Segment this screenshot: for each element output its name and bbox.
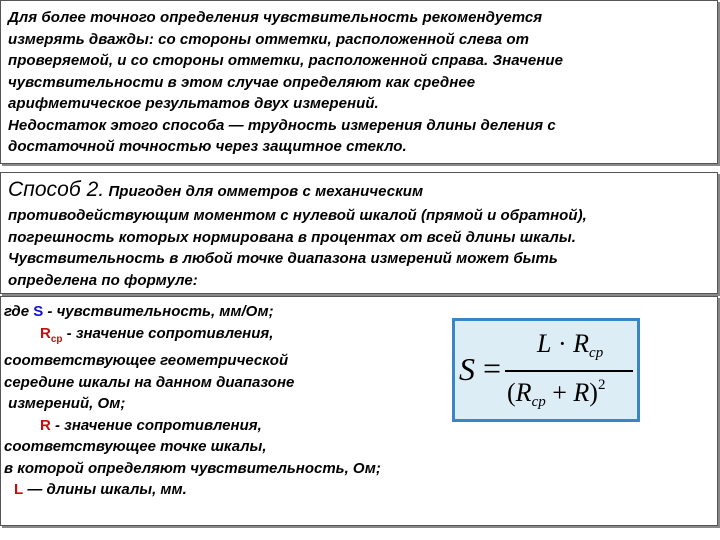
method-line: определена по формуле: bbox=[8, 271, 198, 289]
symbol-s: S bbox=[33, 303, 44, 320]
symbol-l: L bbox=[14, 481, 24, 498]
intro-line: чувствительности в этом случае определяют как среднее bbox=[8, 73, 476, 91]
legend-line: середине шкалы на данном диапазоне bbox=[4, 373, 295, 391]
method-line: Чувствительность в любой точке диапазона измерений может быть bbox=[8, 250, 558, 267]
symbol-rcp: $R_{ср}$ bbox=[40, 324, 63, 345]
formula-lhs: S bbox=[459, 351, 475, 387]
legend-s: где S - чувствительность, мм/Ом; bbox=[4, 303, 274, 320]
intro-text-block bbox=[0, 0, 718, 164]
formula-numerator: $L \cdot R_{ср}$ bbox=[537, 329, 604, 361]
intro-line: проверяемой, и со стороны отметки, расположенной справа. Значение bbox=[8, 52, 563, 69]
method-label: Способ 2. bbox=[8, 178, 105, 201]
method-heading-text: Пригоден для омметров с механическим bbox=[108, 183, 424, 200]
intro-line: достаточной точностью через защитное стекло. bbox=[8, 138, 407, 155]
formula-box bbox=[455, 321, 637, 419]
legend-r: R - значение сопротивления, bbox=[40, 416, 262, 434]
method-heading bbox=[8, 177, 711, 205]
method-2-block bbox=[0, 172, 718, 294]
intro-line: Недостаток этого способа — трудность измерения длины деления с bbox=[8, 116, 556, 134]
method-line: погрешность которых нормирована в процентах от всей длины шкалы. bbox=[8, 228, 576, 246]
sensitivity-formula bbox=[452, 318, 640, 422]
legend-l: L — длины шкалы, мм. bbox=[14, 481, 187, 498]
intro-line: арифметическое результатов двух измерений. bbox=[8, 95, 379, 112]
formula-denominator: $(R_{ср} + R)^2$ bbox=[507, 377, 606, 410]
method-line: противодействующим моментом с нулевой шкалой (прямой и обратной), bbox=[8, 207, 587, 224]
legend-line: в которой определяют чувствительность, Ом; bbox=[4, 459, 381, 477]
legend-line: соответствующее точке шкалы, bbox=[4, 438, 267, 455]
legend-rcp: $R_{ср}$ - значение сопротивления, bbox=[40, 324, 274, 345]
fraction-bar bbox=[505, 370, 633, 372]
intro-line: Для более точного определения чувствительность рекомендуется bbox=[8, 9, 543, 26]
formula-equals: = bbox=[483, 350, 502, 386]
intro-line: измерять дважды: со стороны отметки, расположенной слева от bbox=[8, 30, 529, 48]
legend-line: соответствующее геометрической bbox=[4, 352, 289, 369]
symbol-r: R bbox=[40, 416, 51, 434]
legend-line: измерений, Ом; bbox=[4, 395, 126, 412]
